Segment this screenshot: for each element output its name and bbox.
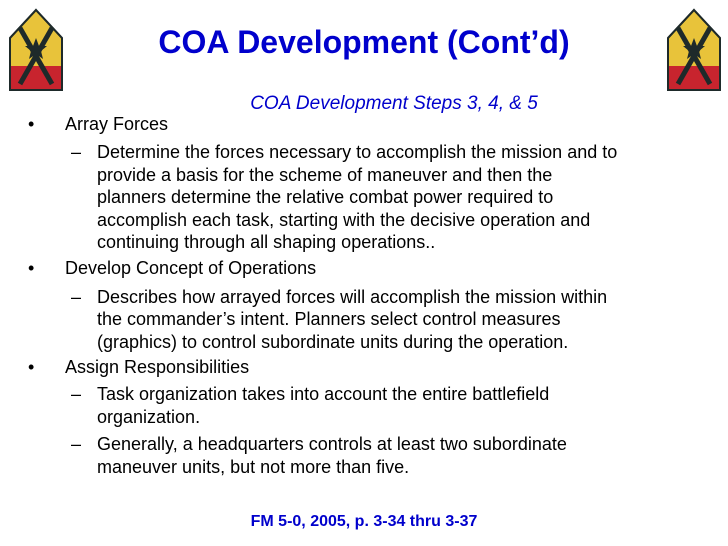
sub-bullet-line: continuing through all shaping operations.. xyxy=(97,232,436,252)
sub-bullet-mark: – xyxy=(71,434,82,454)
bullet-mark: • xyxy=(28,357,35,377)
sub-bullet-line: provide a basis for the scheme of maneuver and then the xyxy=(97,164,553,185)
sub-bullet-line: Generally, a headquarters controls at least two subordinate xyxy=(97,434,567,454)
bullet-text: Develop Concept of Operations xyxy=(65,257,317,278)
sub-bullet-line: Describes how arrayed forces will accomplish the mission within xyxy=(97,286,608,307)
sub-bullet-line: accomplish each task, starting with the decisive operation and xyxy=(97,209,591,230)
sub-bullet-mark: – xyxy=(71,286,82,307)
bullet-mark: • xyxy=(28,114,35,134)
bullet-item xyxy=(28,112,698,137)
bullet-item xyxy=(28,355,698,380)
sub-bullet-item xyxy=(28,286,698,354)
sub-bullet-mark: – xyxy=(71,142,82,162)
sub-bullet-line: (graphics) to control subordinate units during the operation. xyxy=(97,331,569,352)
sub-bullet-mark: – xyxy=(71,384,82,404)
footer-citation: FM 5-0, 2005, p. 3-34 thru 3-37 xyxy=(250,513,478,530)
bullet-mark: • xyxy=(28,257,35,278)
sub-bullet-line: Task organization takes into account the entire battlefield xyxy=(97,384,550,404)
sub-bullet-item xyxy=(28,383,698,428)
sub-bullet-line: maneuver units, but not more than five. xyxy=(97,456,410,477)
slide-title: COA Development (Cont’d) xyxy=(158,24,570,60)
bullet-text: Array Forces xyxy=(65,114,169,134)
sub-bullet-line: Determine the forces necessary to accomplish the mission and to xyxy=(97,142,618,162)
sub-bullet-item xyxy=(28,433,698,478)
bullet-list xyxy=(28,112,698,478)
bullet-text: Assign Responsibilities xyxy=(65,357,250,377)
sub-bullet-item xyxy=(28,141,698,254)
slide-subtitle: COA Development Steps 3, 4, & 5 xyxy=(250,93,538,114)
sub-bullet-line: organization. xyxy=(97,406,201,427)
sub-bullet-line: the commander’s intent. Planners select control measures xyxy=(97,309,561,329)
sub-bullet-line: planners determine the relative combat power required to xyxy=(97,187,554,207)
bullet-item xyxy=(28,256,698,281)
